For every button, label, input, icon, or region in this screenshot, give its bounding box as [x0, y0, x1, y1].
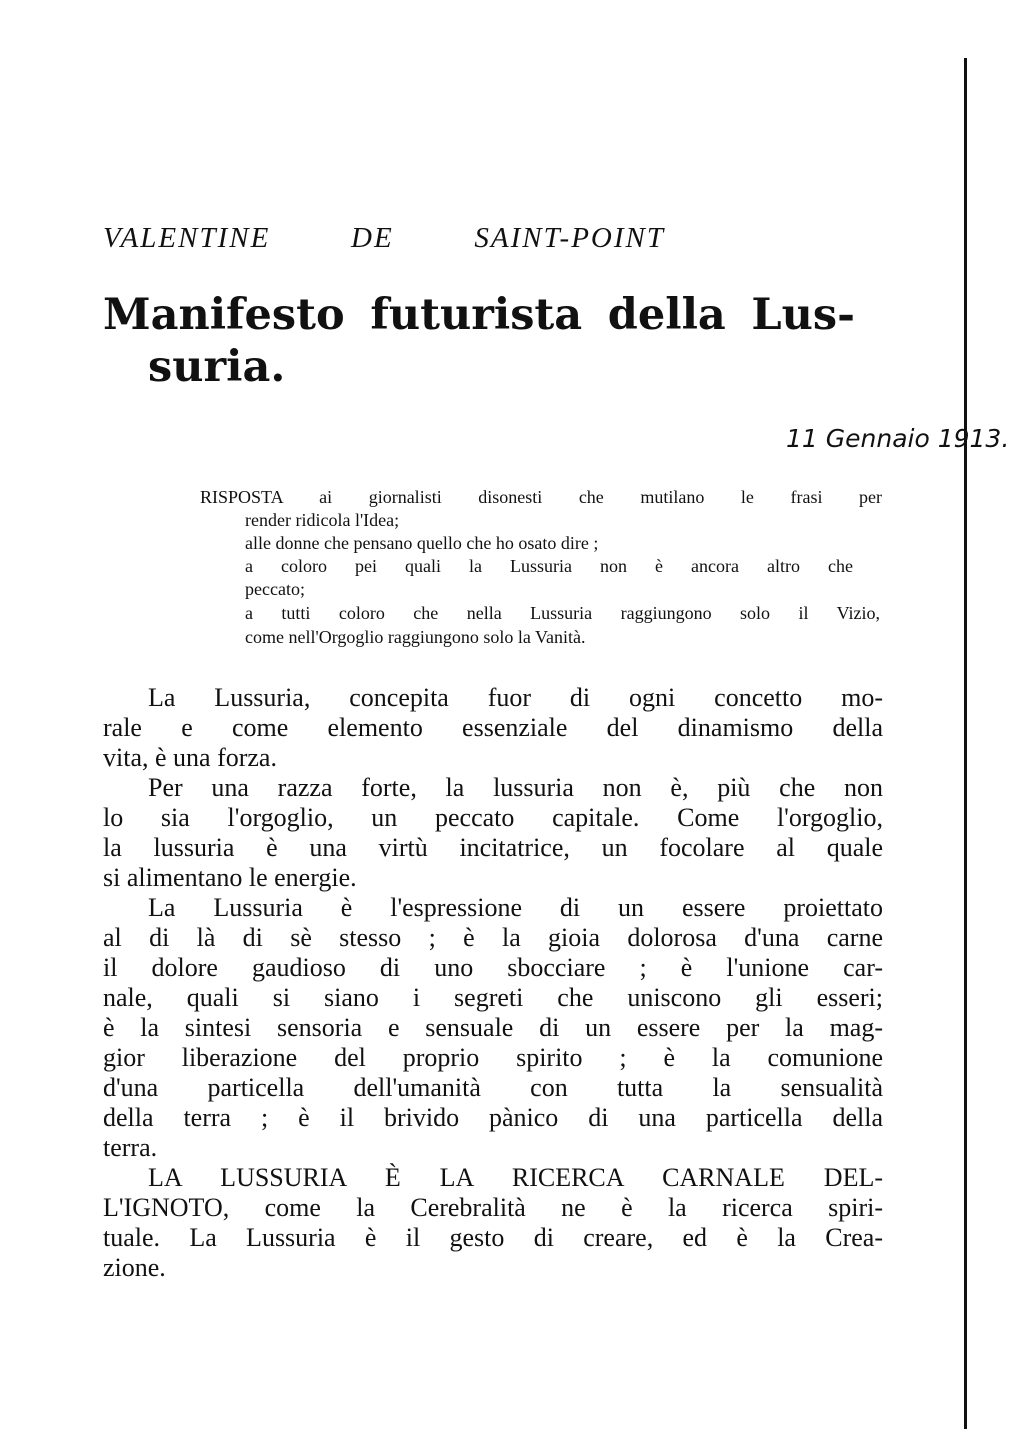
dedication-line: render ridicola l'Idea;: [245, 510, 400, 530]
body-line: nale, quali si siano i segreti che uniscono gli esseri;: [103, 983, 883, 1012]
author-name: VALENTINE DE SAINT-POINT: [103, 222, 665, 254]
dedication-line: alle donne che pensano quello che ho osato dire ;: [245, 533, 599, 553]
body-line: d'una particella dell'umanità con tutta la sensualità: [103, 1073, 883, 1102]
body-line: La Lussuria è l'espressione di un essere proiettato: [148, 893, 883, 922]
page-title-line-2: suria.: [148, 342, 286, 392]
body-line: gior liberazione del proprio spirito ; è la comunione: [103, 1043, 883, 1072]
page-edge-line: [964, 58, 967, 1429]
body-line: della terra ; è il brivido pànico di una particella della: [103, 1103, 883, 1132]
body-line: terra.: [103, 1133, 158, 1162]
dedication-line: a coloro pei quali la Lussuria non è ancora altro che: [245, 556, 853, 576]
dedication-line: a tutti coloro che nella Lussuria raggiungono solo il Vizio,: [245, 603, 880, 623]
body-line: lo sia l'orgoglio, un peccato capitale. Come l'orgoglio,: [103, 803, 883, 832]
dedication-line: peccato;: [245, 579, 305, 599]
body-line: tuale. La Lussuria è il gesto di creare, ed è la Crea-: [103, 1223, 883, 1252]
body-line: zione.: [103, 1253, 166, 1282]
body-line: rale e come elemento essenziale del dinamismo della: [103, 713, 883, 742]
body-line: il dolore gaudioso di uno sbocciare ; è l'unione car-: [103, 953, 883, 982]
body-line: Per una razza forte, la lussuria non è, più che non: [148, 773, 883, 802]
body-line: è la sintesi sensoria e sensuale di un essere per la mag-: [103, 1013, 883, 1042]
page-title-line-1: Manifesto futurista della Lus-: [103, 290, 855, 340]
dedication-line: RISPOSTA ai giornalisti disonesti che mutilano le frasi per: [200, 487, 882, 507]
dedication-line: come nell'Orgoglio raggiungono solo la Vanità.: [245, 627, 586, 647]
date: 11 Gennaio 1913.: [786, 424, 1009, 453]
body-line: la lussuria è una virtù incitatrice, un focolare al quale: [103, 833, 883, 862]
body-line: si alimentano le energie.: [103, 863, 357, 892]
body-line: L'IGNOTO, come la Cerebralità ne è la ricerca spiri-: [103, 1193, 883, 1222]
body-line: La Lussuria, concepita fuor di ogni concetto mo-: [148, 683, 883, 712]
body-line: al di là di sè stesso ; è la gioia dolorosa d'una carne: [103, 923, 883, 952]
body-line: LA LUSSURIA È LA RICERCA CARNALE DEL-: [148, 1163, 883, 1192]
body-line: vita, è una forza.: [103, 743, 277, 772]
